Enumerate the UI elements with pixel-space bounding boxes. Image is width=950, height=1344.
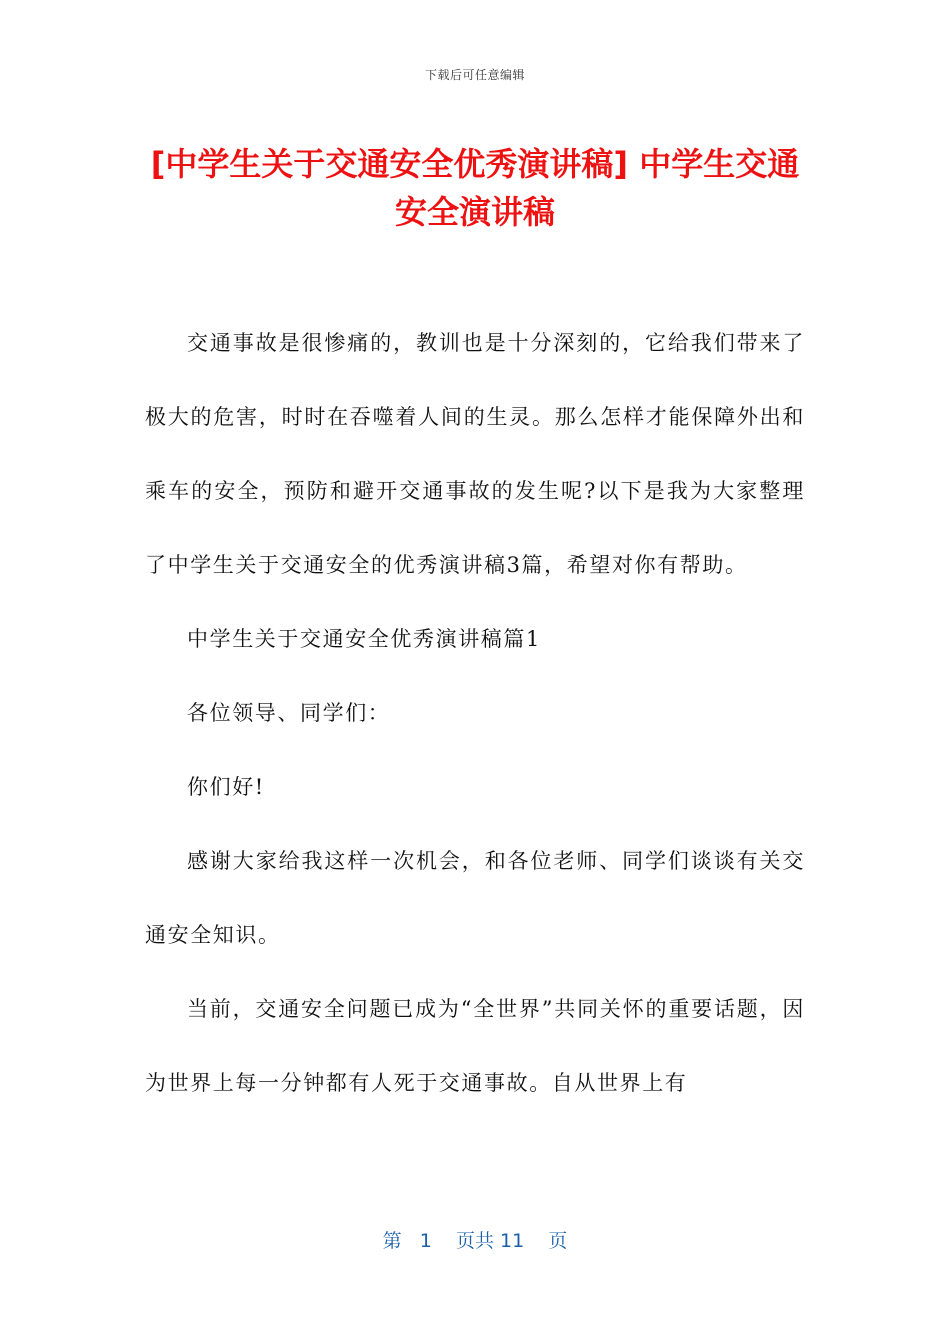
footer-suffix: 页 xyxy=(548,1230,568,1252)
paragraph-thanks: 感谢大家给我这样一次机会，和各位老师、同学们谈谈有关交通安全知识。 xyxy=(145,849,805,947)
footer-middle: 页共 xyxy=(455,1230,494,1252)
paragraph-greeting: 你们好! xyxy=(187,775,265,799)
footer-total-pages: 11 xyxy=(500,1230,525,1252)
paragraph-intro: 交通事故是很惨痛的，教训也是十分深刻的，它给我们带来了极大的危害，时时在吞噬着人间的生灵。那么怎样才能保障外出和乘车的安全，预防和避开交通事故的发生呢?以下是我为大家整理了中学生关于交通安全的优秀演讲稿3篇，希望对你有帮助。 xyxy=(145,331,805,577)
paragraph-topic: 当前，交通安全问题已成为“全世界”共同关怀的重要话题，因为世界上每一分钟都有人死于交通事故。自从世界上有 xyxy=(145,997,805,1095)
footer-prefix: 第 xyxy=(382,1230,402,1252)
document-title: [中学生关于交通安全优秀演讲稿] 中学生交通安全演讲稿 xyxy=(150,145,800,231)
paragraph-section-heading: 中学生关于交通安全优秀演讲稿篇1 xyxy=(187,627,541,651)
page-number-footer xyxy=(0,1226,950,1253)
document-body xyxy=(145,306,805,1120)
paragraph-salutation: 各位领导、同学们： xyxy=(187,701,391,725)
footer-current-page: 1 xyxy=(419,1230,432,1252)
header-note: 下载后可任意编辑 xyxy=(424,68,525,82)
